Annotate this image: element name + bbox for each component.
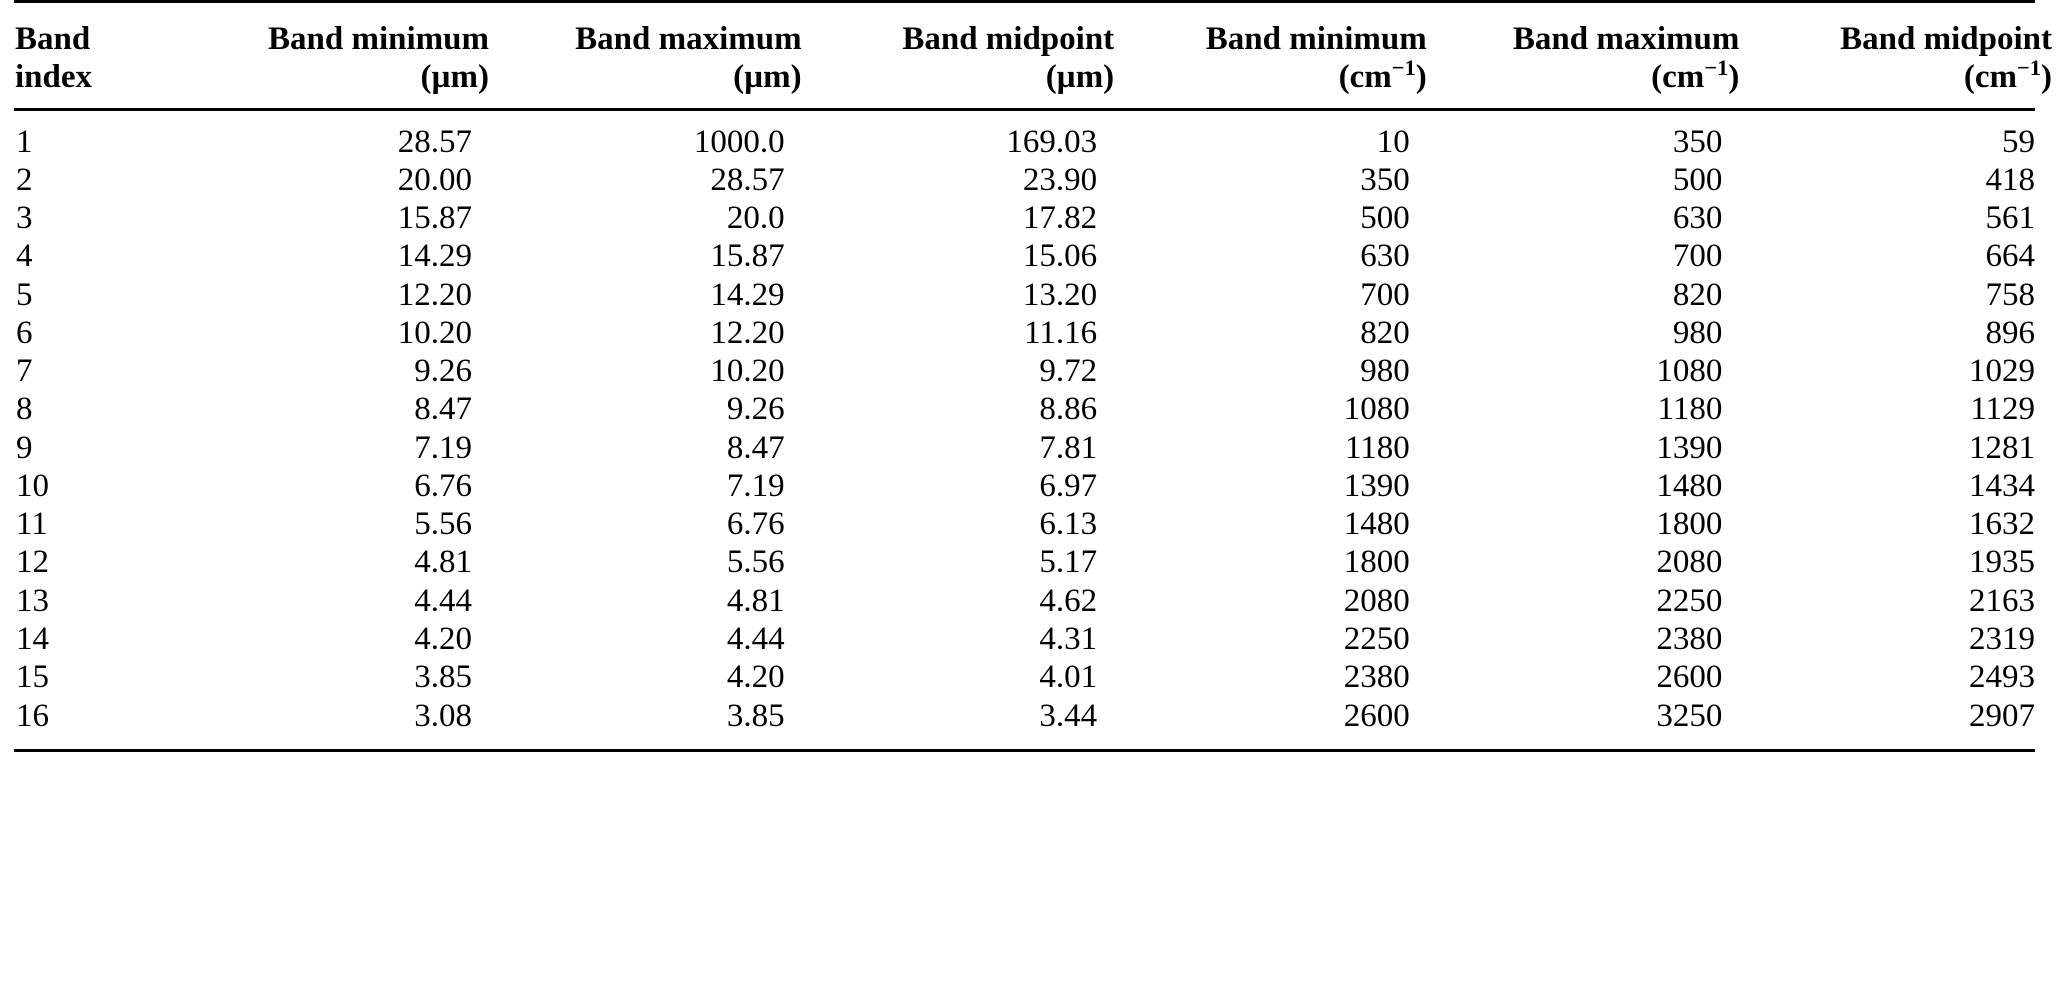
column-header-unit: (µm) xyxy=(733,59,802,96)
column-header-unit: $(cm^{-1})$ xyxy=(1338,55,1427,96)
table-row xyxy=(14,123,2053,161)
table-cell: 9.26 xyxy=(726,391,785,428)
table-cell: 2163 xyxy=(1969,582,2035,619)
table-cell: 1029 xyxy=(1969,353,2035,390)
table-cell: 2080 xyxy=(1343,582,1410,619)
table-cell: 980 xyxy=(1672,314,1723,351)
table-cell: 2380 xyxy=(1343,659,1410,696)
table-cell: 6.76 xyxy=(414,467,473,504)
table-cell: 561 xyxy=(1985,200,2035,237)
table-cell: 6.97 xyxy=(1039,467,1098,504)
table-cell: 14.29 xyxy=(397,238,473,275)
table-cell: 6.76 xyxy=(726,506,785,543)
table-cell: 7.19 xyxy=(726,467,785,504)
table-cell: 500 xyxy=(1360,200,1410,237)
column-header-title: Band minimum xyxy=(1205,21,1427,57)
table-cell: 9.26 xyxy=(414,353,473,390)
table-cell: 3.85 xyxy=(414,659,473,696)
table-cell: 1935 xyxy=(1969,544,2035,581)
table-cell: 59 xyxy=(2002,123,2035,160)
spectral-band-table xyxy=(14,0,2053,752)
band-index-cell: 8 xyxy=(16,391,33,428)
table-cell: 10.20 xyxy=(710,353,785,390)
column-header-title: Band midpoint xyxy=(1840,21,2052,57)
table-cell: 700 xyxy=(1360,276,1410,313)
table-cell: 1000.0 xyxy=(693,123,785,160)
band-index-cell: 6 xyxy=(16,314,33,351)
table-cell: 4.20 xyxy=(726,659,785,696)
table-cell: 10.20 xyxy=(397,314,473,351)
table-row xyxy=(14,199,2053,237)
table-cell: 13.20 xyxy=(1022,276,1098,313)
table-cell: 169.03 xyxy=(1006,123,1098,160)
table-cell: 17.82 xyxy=(1022,200,1098,237)
column-header-unit: $(cm^{-1})$ xyxy=(1963,55,2052,96)
column-header-5 xyxy=(1115,19,1428,98)
table-row xyxy=(14,429,2053,467)
table-cell: 350 xyxy=(1672,123,1723,160)
unit-exponent: −1 xyxy=(2016,55,2041,81)
table-cell: 1434 xyxy=(1969,467,2035,504)
table-cell: 15.06 xyxy=(1022,238,1098,275)
table-cell: 4.62 xyxy=(1039,582,1098,619)
table-row xyxy=(14,276,2053,314)
band-index-cell: 5 xyxy=(16,276,33,313)
table-cell: 4.20 xyxy=(414,620,473,657)
table-cell: 758 xyxy=(1985,276,2035,313)
table-row xyxy=(14,697,2053,735)
table-cell: 4.81 xyxy=(726,582,785,619)
table-spacer-cell xyxy=(14,735,2053,749)
table-cell: 418 xyxy=(1985,161,2035,198)
table-cell: 1800 xyxy=(1343,544,1410,581)
table-spacer xyxy=(14,3,2053,19)
table-cell: 5.56 xyxy=(726,544,785,581)
table-cell: 9.72 xyxy=(1039,353,1098,390)
table-cell: 4.44 xyxy=(414,582,473,619)
table-cell: 1480 xyxy=(1656,467,1723,504)
column-header-6 xyxy=(1428,19,1741,98)
table-cell: 4.81 xyxy=(414,544,473,581)
column-header-title: Band minimum xyxy=(268,21,490,57)
table-cell: 820 xyxy=(1360,314,1410,351)
table-spacer-cell xyxy=(14,98,2053,108)
table-row xyxy=(14,658,2053,696)
band-index-cell: 13 xyxy=(16,582,49,619)
table-cell: 1480 xyxy=(1343,506,1410,543)
table-cell: 1390 xyxy=(1656,429,1723,466)
table-cell: 1080 xyxy=(1343,391,1410,428)
band-index-cell: 15 xyxy=(16,659,49,696)
table-cell: 23.90 xyxy=(1022,161,1098,198)
table-cell: 2600 xyxy=(1343,697,1410,734)
table-cell: 8.47 xyxy=(414,391,473,428)
table-cell: 15.87 xyxy=(710,238,785,275)
column-header-1 xyxy=(14,19,177,98)
table-cell: 4.31 xyxy=(1039,620,1098,657)
table-cell: 14.29 xyxy=(710,276,785,313)
table-cell: 500 xyxy=(1672,161,1723,198)
table-spacer-cell xyxy=(14,3,2053,19)
band-index-cell: 2 xyxy=(16,161,33,198)
table-cell: 980 xyxy=(1360,353,1410,390)
table-cell: 3250 xyxy=(1656,697,1723,734)
table-cell: 630 xyxy=(1360,238,1410,275)
table-cell: 8.86 xyxy=(1039,391,1098,428)
table-cell: 350 xyxy=(1360,161,1410,198)
column-header-unit: index xyxy=(15,59,93,96)
table-spacer xyxy=(14,111,2053,123)
table-cell: 3.08 xyxy=(414,697,473,734)
band-index-cell: 1 xyxy=(16,123,33,160)
column-header-title: Band midpoint xyxy=(902,21,1115,57)
table-cell: 8.47 xyxy=(726,429,785,466)
table-cell: 28.57 xyxy=(397,123,473,160)
table-row xyxy=(14,352,2053,390)
band-index-cell: 14 xyxy=(16,620,49,657)
table-cell: 1632 xyxy=(1969,506,2035,543)
table-row xyxy=(14,582,2053,620)
column-header-title: Band maximum xyxy=(575,21,802,57)
table-row xyxy=(14,505,2053,543)
table-cell: 664 xyxy=(1985,238,2035,275)
column-header-3 xyxy=(490,19,803,98)
column-header-unit: (µm) xyxy=(1045,59,1115,96)
table-cell: 1080 xyxy=(1656,353,1723,390)
table-row xyxy=(14,161,2053,199)
column-header-2 xyxy=(177,19,490,98)
table-cell: 1180 xyxy=(1657,391,1723,428)
table-cell: 7.81 xyxy=(1039,429,1098,466)
table-cell: 4.01 xyxy=(1039,659,1098,696)
table-cell: 28.57 xyxy=(710,161,785,198)
column-header-title: Band xyxy=(15,21,91,57)
table-spacer xyxy=(14,98,2053,108)
table-cell: 5.56 xyxy=(414,506,473,543)
table-cell: 12.20 xyxy=(710,314,785,351)
band-index-cell: 10 xyxy=(16,467,49,504)
table-cell: 10 xyxy=(1376,123,1410,160)
table-cell: 2080 xyxy=(1656,544,1723,581)
table-cell: 2493 xyxy=(1969,659,2035,696)
table-cell: 20.00 xyxy=(397,161,473,198)
band-index-cell: 16 xyxy=(16,697,49,734)
table-cell: 2250 xyxy=(1343,620,1410,657)
unit-exponent: −1 xyxy=(1391,55,1416,81)
table-rule xyxy=(14,749,2053,752)
table-spacer-cell xyxy=(14,111,2053,123)
unit-exponent: −1 xyxy=(1704,55,1729,81)
table-cell: 20.0 xyxy=(726,200,785,237)
table-rule-cell xyxy=(14,749,2053,752)
table-cell: 5.17 xyxy=(1039,544,1098,581)
column-header-unit: (µm) xyxy=(420,59,490,96)
table-cell: 2250 xyxy=(1656,582,1723,619)
table-cell: 1800 xyxy=(1656,506,1723,543)
column-header-title: Band maximum xyxy=(1512,21,1740,57)
table-cell: 3.85 xyxy=(726,697,785,734)
column-header-7 xyxy=(1740,19,2053,98)
table-cell: 1390 xyxy=(1343,467,1410,504)
table-row xyxy=(14,620,2053,658)
table-cell: 3.44 xyxy=(1039,697,1098,734)
table-spacer xyxy=(14,735,2053,749)
table-cell: 700 xyxy=(1672,238,1723,275)
band-index-cell: 3 xyxy=(16,200,33,237)
table-body xyxy=(14,0,2053,752)
table-cell: 15.87 xyxy=(397,200,473,237)
table-cell: 11.16 xyxy=(1024,314,1098,351)
column-header-unit: $(cm^{-1})$ xyxy=(1651,55,1740,96)
table-row xyxy=(14,314,2053,352)
table-row xyxy=(14,237,2053,275)
table-row xyxy=(14,467,2053,505)
table-cell: 896 xyxy=(1985,314,2035,351)
table-cell: 12.20 xyxy=(397,276,473,313)
table-cell: 820 xyxy=(1672,276,1723,313)
table-cell: 2380 xyxy=(1656,620,1723,657)
table-cell: 4.44 xyxy=(726,620,785,657)
table-cell: 2907 xyxy=(1969,697,2035,734)
table-row xyxy=(14,390,2053,428)
table-row xyxy=(14,543,2053,581)
table-cell: 1281 xyxy=(1969,429,2035,466)
band-index-cell: 11 xyxy=(16,506,48,543)
table-cell: 1129 xyxy=(1970,391,2035,428)
column-header-4 xyxy=(803,19,1116,98)
horizontal-rule xyxy=(14,749,2035,752)
band-index-cell: 9 xyxy=(16,429,33,466)
band-index-cell: 12 xyxy=(16,544,49,581)
table-cell: 630 xyxy=(1672,200,1723,237)
table-cell: 2319 xyxy=(1969,620,2035,657)
table-cell: 1180 xyxy=(1344,429,1410,466)
band-index-cell: 4 xyxy=(16,238,33,275)
band-index-cell: 7 xyxy=(16,353,33,390)
table-cell: 2600 xyxy=(1656,659,1723,696)
table-header-row xyxy=(14,19,2053,98)
table-cell: 7.19 xyxy=(414,429,473,466)
table-cell: 6.13 xyxy=(1039,506,1098,543)
